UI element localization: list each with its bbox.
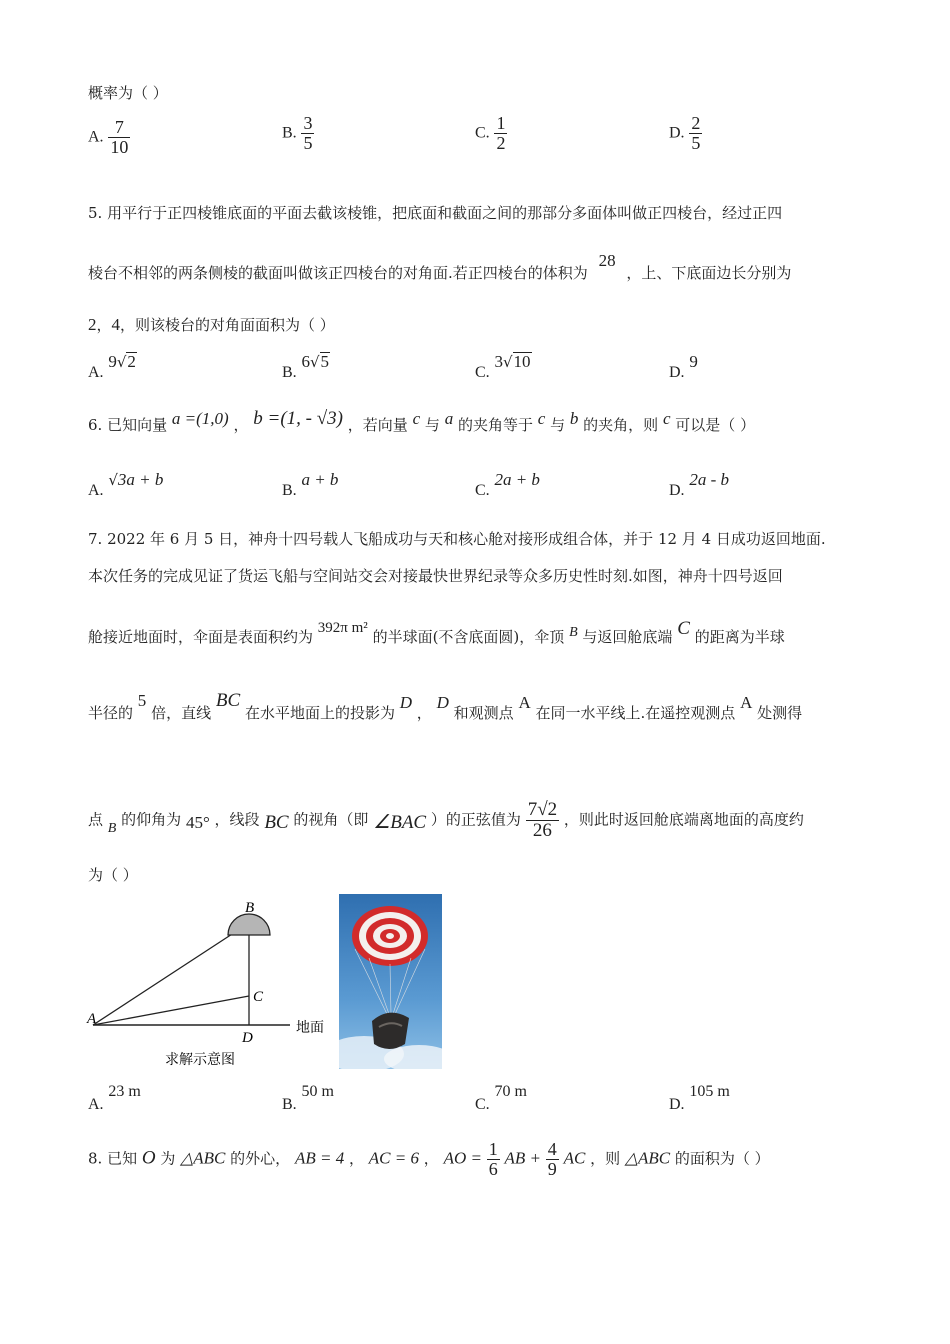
option-label: B. [282,364,297,381]
q5-line2 [88,251,792,283]
q7-line4 [88,690,803,724]
q7-text: 舱接近地面时，伞面是表面积约为 [88,628,314,646]
vector-a: a [444,409,454,428]
option-label: A. [88,128,104,146]
q5-option-c[interactable] [475,352,532,381]
option-label: C. [475,124,490,142]
ao-vector: AO = [443,1148,482,1168]
label-a: A [87,1011,97,1027]
q4-option-d[interactable] [669,114,702,153]
q5-text: ，则该棱台的对角面面积为（ ） [120,316,335,334]
line-bc: BC [215,690,241,711]
numerator: 1 [488,1139,498,1159]
five: 5 [137,691,147,710]
ab-vector: AB + [504,1148,542,1168]
point-d: D [436,693,449,712]
q7-option-d[interactable] [669,1082,730,1113]
q6-text: 6. 已知向量 [88,416,168,434]
fraction [108,118,130,157]
q8-text: 的外心， [230,1149,291,1168]
fraction [487,1140,500,1179]
denominator: 26 [532,819,552,841]
q7-option-b[interactable] [282,1082,334,1113]
q7-text: 的半球面(不含底面圆)，伞顶 [372,628,565,646]
label-d: D [242,1030,253,1046]
coef: 6 [301,352,310,371]
q8-text: 的面积为（ ） [674,1149,770,1168]
vector-c: c [412,409,421,428]
ground-label: 地面 [296,1020,324,1036]
q8-line [88,1140,770,1179]
option-label: D. [669,364,685,381]
option-label: D. [669,1096,685,1113]
q7-option-c[interactable] [475,1082,527,1113]
denominator: 5 [303,132,313,153]
sqrt-icon: √ [502,353,513,371]
q7-text: 的距离为半球 [694,628,785,646]
q6-text: 与 [550,416,566,434]
q6-text: 的夹角等于 [457,416,533,434]
fraction [546,1140,559,1179]
q6-option-b[interactable] [282,470,339,499]
option-value: 50 m [301,1083,334,1100]
diagram-caption: 求解示意图 [165,1052,235,1068]
q6-option-a[interactable] [88,470,164,499]
ac-vector: AC [563,1148,586,1168]
q5-sep: ， [96,316,112,334]
q7-line5 [88,800,804,841]
point-d: D [399,693,413,712]
point-a: A [518,693,531,712]
q7-line6: 为（ ） [88,866,138,884]
q5-edge2: 4 [111,315,121,334]
option-value: 105 m [689,1083,730,1100]
numerator: 4 [547,1139,557,1159]
triangle-abc: △ABC [624,1148,671,1168]
q7-option-a[interactable] [88,1082,141,1113]
q4-option-c[interactable] [475,114,507,153]
q7-text: 倍，直线 [151,704,212,722]
q8-text: ，则 [590,1149,621,1168]
q5-text: 棱台不相邻的两条侧棱的截面叫做该正四棱台的对角面.若正四棱台的体积为 [88,264,588,282]
q7-text: ， [416,704,432,722]
denominator: 2 [496,132,506,153]
option-label: B. [282,1096,297,1113]
option-label: B. [282,124,297,142]
label-b: B [245,900,255,916]
q8-text: ， [423,1149,439,1168]
q7-line3 [88,618,785,648]
q7-text: 点 [88,810,104,829]
angle-45: 45° [185,813,210,833]
capsule-photo [339,894,442,1069]
q7-text: ，线段 [214,810,260,829]
q5-option-b[interactable] [282,352,330,381]
option-label: C. [475,1096,490,1113]
sqrt-icon: √ [309,353,320,371]
radicand: 5 [320,352,330,371]
denominator: 9 [547,1158,557,1179]
q6-text: ， [233,416,249,434]
point-b: B [107,821,117,837]
line-bc: BC [264,812,289,834]
option-label: D. [669,482,685,499]
q7-text: 在水平地面上的投影为 [244,704,395,722]
q7-line2: 本次任务的完成见证了货运飞船与空间站交会对接最快世界纪录等众多历史性时刻.如图，神舟十四号返回 [88,567,783,585]
solution-diagram [85,895,345,1075]
coef: 9 [689,352,698,371]
area: 392π m² [317,620,368,636]
q6-option-d[interactable] [669,470,730,499]
q7-text: 处测得 [757,704,803,722]
q7-line1: 7. 2022 年 6 月 5 日，神舟十四号载人飞船成功与天和核心舱对接形成组合体，并于 12 月 4 日成功返回地面. [88,530,826,548]
q4-option-b[interactable] [282,114,314,153]
sqrt-icon: √ [108,471,118,489]
vector-a-def: a =(1,0) [171,409,229,428]
q7-text: 在同一水平线上.在遥控观测点 [535,704,736,722]
q6-option-c[interactable] [475,470,540,499]
denominator: 5 [691,132,701,153]
expr: a + b [301,470,339,489]
ab-length: AB = 4 [294,1148,345,1168]
label-c: C [253,989,264,1005]
option-label: D. [669,124,685,142]
fraction [494,114,507,153]
q5-option-a[interactable] [88,352,137,381]
radicand: 10 [513,352,531,371]
expr: 3a + b [117,470,164,489]
q7-text: 和观测点 [453,704,514,722]
sine-fraction [526,800,559,841]
option-label: C. [475,364,490,381]
line-ab [93,923,249,1025]
numerator: 7√2 [527,799,558,820]
option-label: B. [282,482,297,499]
expr: 2a + b [494,470,540,489]
q4-option-a[interactable] [88,118,130,157]
option-label: A. [88,482,104,499]
q7-text: ）的正弦值为 [430,810,521,829]
option-label: C. [475,482,490,499]
q8-text: 8. 已知 [88,1149,138,1168]
q5-edge1: 2 [88,315,97,334]
q7-text: 半径的 [88,704,134,722]
q7-text: 与返回舱底端 [582,628,673,646]
q8-text: ， [348,1149,364,1168]
fraction [301,114,314,153]
q5-volume: 28 [598,251,616,270]
point-a: A [740,693,753,712]
q6-text: 的夹角，则 [583,416,659,434]
denominator: 10 [110,136,129,157]
vector-c: c [537,409,546,428]
numerator: 7 [108,118,130,138]
q5-line1: 5. 用平行于正四棱锥底面的平面去截该棱锥，把底面和截面之间的那部分多面体叫做正四棱台，经过正四 [88,204,783,222]
vector-b: b [569,409,579,428]
point-c: C [677,618,690,639]
denominator: 6 [488,1158,498,1179]
point-o: O [141,1147,156,1169]
option-label: A. [88,364,104,381]
return-capsule-icon [372,1013,409,1049]
point-b: B [569,625,578,640]
q6-text: 可以是（ ） [675,416,756,434]
coef: 9 [108,352,117,371]
q7-text: ，则此时返回舱底端离地面的高度约 [563,810,804,829]
q5-line3 [88,314,335,335]
parachute-icon [228,914,270,935]
angle-bac: ∠BAC [373,812,427,834]
parachute-canopy-icon [352,906,428,966]
expr: 2a - b [689,470,730,489]
q7-text: 的视角（即 [293,810,369,829]
q5-option-d[interactable] [669,352,698,381]
numerator: 3 [303,113,313,133]
q8-text: 为 [160,1149,176,1168]
option-label: A. [88,1096,104,1113]
q6-line [88,408,756,436]
option-value: 70 m [494,1083,527,1100]
coef: 3 [494,352,503,371]
numerator: 2 [691,113,701,133]
option-value: 23 m [108,1083,141,1100]
sqrt-icon: √ [116,353,127,371]
vector-b-def: b =(1, - √3) [253,408,343,429]
ac-length: AC = 6 [368,1148,419,1168]
q7-text: 的仰角为 [121,810,182,829]
line-ac [93,996,249,1025]
radicand: 2 [127,352,136,371]
q4-question-tail: 概率为（ ） [88,84,168,102]
q5-text: ，上、下底面边长分别为 [626,264,792,282]
vector-c: c [662,409,671,428]
q6-text: 与 [424,416,440,434]
numerator: 1 [496,113,506,133]
fraction [689,114,702,153]
triangle-abc: △ABC [180,1148,226,1168]
q6-text: ，若向量 [347,416,408,434]
